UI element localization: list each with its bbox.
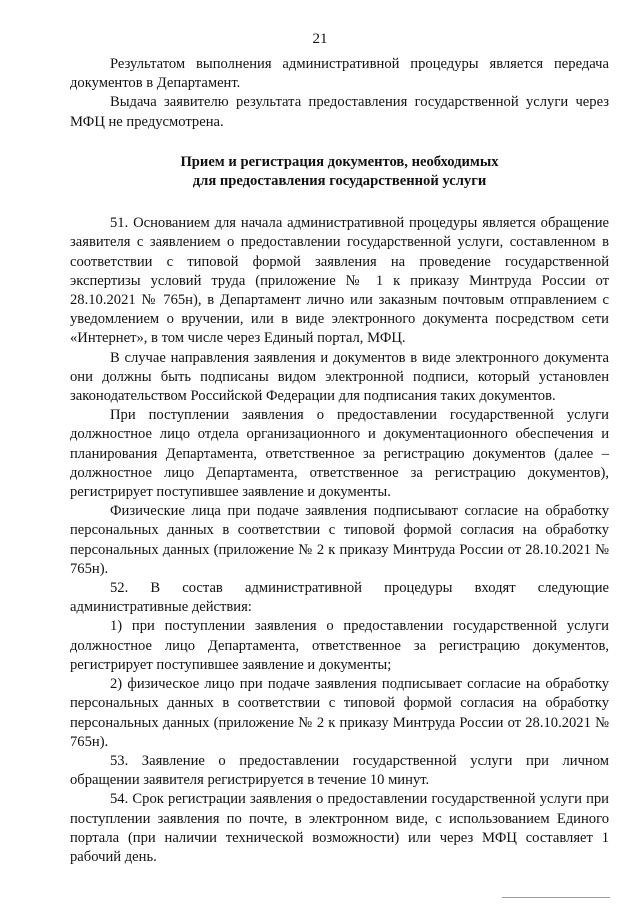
- paragraph-result: Результатом выполнения административной процедуры является передача документов в Департамент.: [70, 56, 609, 92]
- paragraph-personal-data-consent: Физические лица при подаче заявления подписывают согласие на обработку персональных данных в соответствии с типовой формой согласия на обработку персональных данных (приложение № 2 к приказу Минтруда России от 28.10.2021 № 765н).: [70, 503, 609, 577]
- paragraph-registration: При поступлении заявления о предоставлении государственной услуги должностное лицо отдела организационного и документационного обеспечения и планирования Департамента, ответственное за регистрацию документов (далее – должностное лицо Департамента, ответственное за регистрацию документов), регистрирует поступившее заявление и документы.: [70, 407, 609, 501]
- paragraph-item-52-1: 1) при поступлении заявления о предоставлении государственной услуги должностное лицо Департамента, ответственное за регистрацию документов, регистрирует поступившее заявление и документы;: [70, 618, 609, 673]
- paragraph-item-54: 54. Срок регистрации заявления о предоставлении государственной услуги при поступлении заявления по почте, в электронном виде, с использованием Единого портала (при наличии технической возможности) или через МФЦ составляет 1 рабочий день.: [70, 791, 609, 865]
- paragraph-electronic-signature: В случае направления заявления и документов в виде электронного документа они должны быть подписаны видом электронной подписи, который установлен законодательством Российской Федерации для подписания таких документов.: [70, 349, 609, 405]
- document-body: [70, 55, 609, 867]
- page-number: 21: [312, 31, 328, 47]
- section-heading-line1: Прием и регистрация документов, необходимых: [180, 153, 499, 170]
- footer-rule: [502, 897, 610, 898]
- section-heading-line2: для предоставления государственной услуги: [192, 173, 487, 190]
- section-heading: [70, 153, 609, 191]
- paragraph-mfc-issue: Выдача заявителю результата предоставления государственной услуги через МФЦ не предусмотрена.: [70, 94, 609, 130]
- paragraph-item-52: 52. В состав административной процедуры входят следующие административные действия:: [70, 580, 609, 616]
- paragraph-item-51: 51. Основанием для начала административной процедуры является обращение заявителя с заявлением о предоставлении государственной услуги, составленном в соответствии с типовой формой заявления на проведение государственной экспертизы условий труда (приложение № 1 к приказу Минтруда России от 28.10.2021 № 765н), в Департамент лично или заказным почтовым отправлением с уведомлением о вручении, или в виде электронного документа посредством сети «Интернет», в том числе через Единый портал, МФЦ.: [70, 215, 609, 347]
- paragraph-item-53: 53. Заявление о предоставлении государственной услуги при личном обращении заявителя регистрируется в течение 10 минут.: [70, 752, 609, 789]
- paragraph-item-52-2: 2) физическое лицо при подаче заявления подписывает согласие на обработку персональных данных в соответствии с типовой формой согласия на обработку персональных данных (приложение № 2 к приказу Минтруда России от 28.10.2021 № 765н).: [70, 676, 609, 750]
